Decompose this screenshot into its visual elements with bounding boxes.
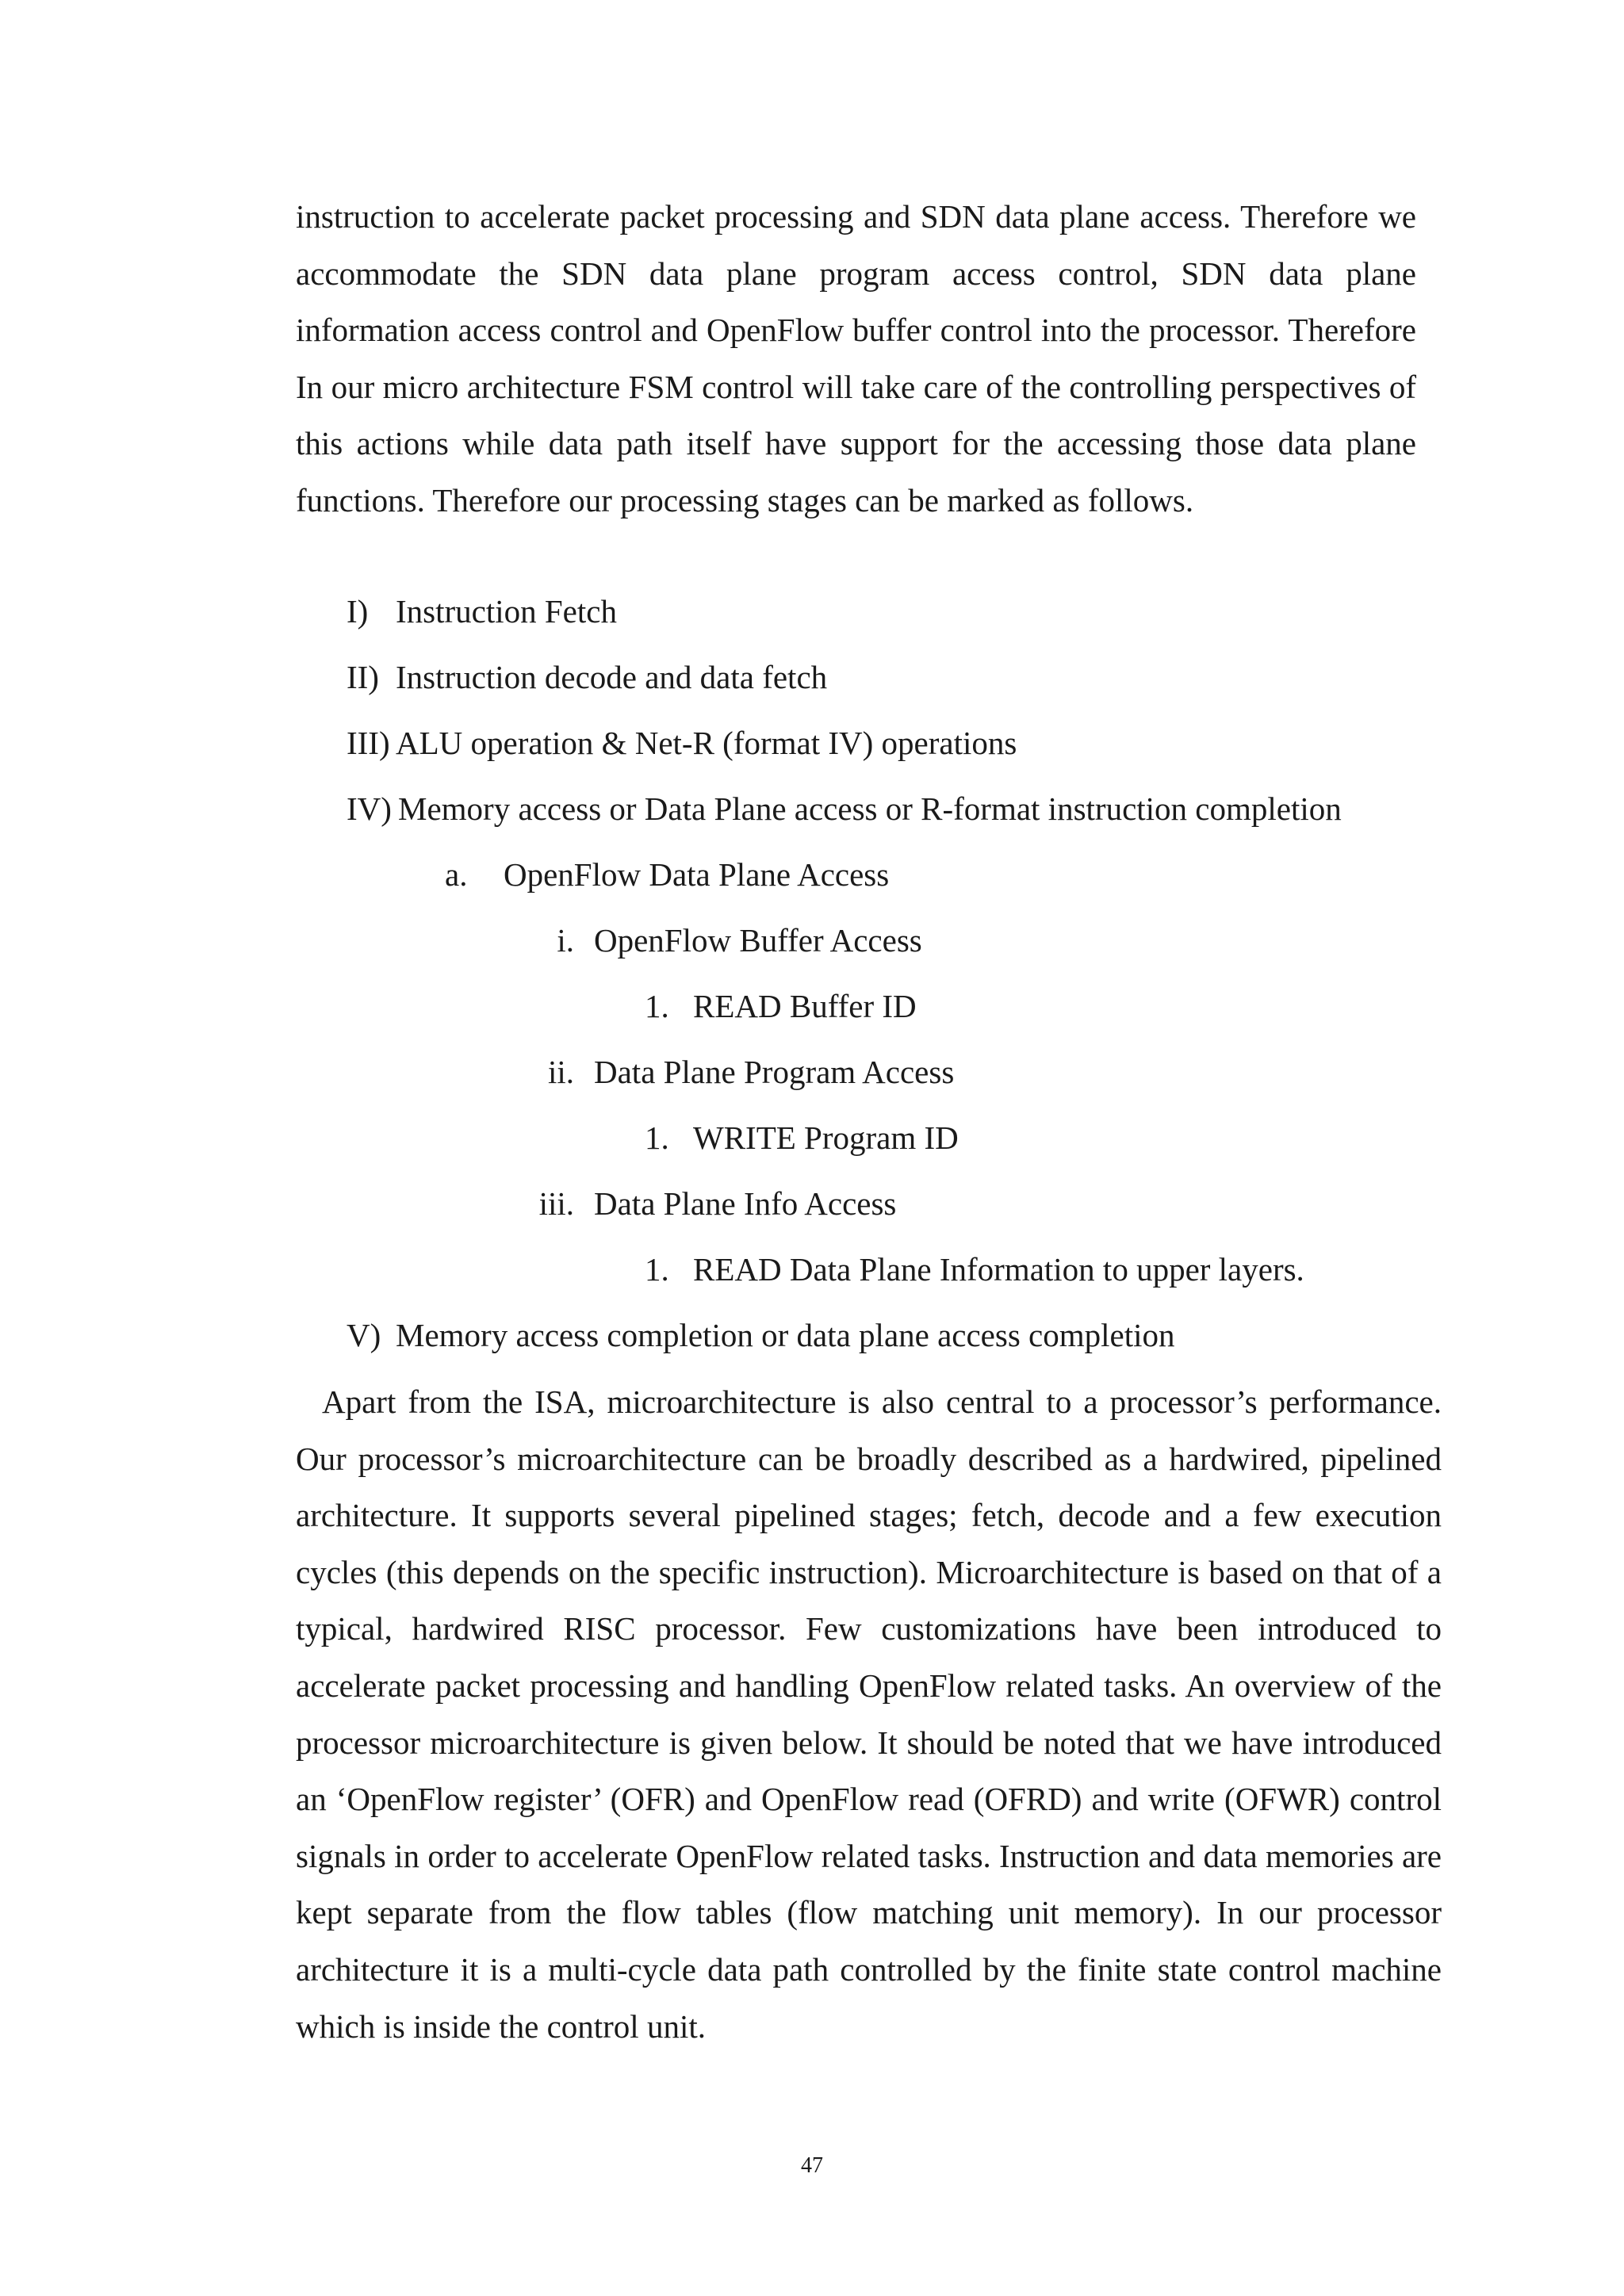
intro-paragraph: instruction to accelerate packet processing and SDN data plane access. Therefore we accommodate the SDN data plane program access control, SDN data plane information access control and OpenFlow buffer control into the processor. Therefore In our micro architecture FSM control will take care of the controlling perspectives of this actions while data path itself have support for the accessing those data plane functions. Therefore our processing stages can be marked as follows. xyxy=(296,198,1416,519)
list-marker: a. xyxy=(445,856,468,893)
list-item-text: READ Data Plane Information to upper layers. xyxy=(693,1251,1304,1288)
list-marker: 1. xyxy=(645,1119,669,1156)
list-marker: i. xyxy=(557,922,574,959)
list-marker: III) xyxy=(347,725,390,761)
list-item-text: OpenFlow Data Plane Access xyxy=(504,856,890,893)
list-marker: ii. xyxy=(547,1054,574,1090)
list-marker: II) xyxy=(347,659,379,695)
list-marker: IV) xyxy=(347,790,392,827)
list-item-text: Memory access or Data Plane access or R-format instruction completion xyxy=(398,790,1342,827)
list-item-text: Data Plane Info Access xyxy=(594,1185,897,1222)
list-marker: 1. xyxy=(645,1251,669,1288)
list-item-text: WRITE Program ID xyxy=(693,1119,959,1156)
list-item-text: OpenFlow Buffer Access xyxy=(594,922,922,959)
list-item-text: Instruction Fetch xyxy=(396,593,617,629)
list-marker: V) xyxy=(347,1317,381,1353)
list-marker: I) xyxy=(347,593,369,629)
page-number: 47 xyxy=(801,2153,823,2178)
list-item-text: READ Buffer ID xyxy=(693,988,917,1024)
list-marker: iii. xyxy=(538,1185,574,1222)
list-item-text: Instruction decode and data fetch xyxy=(396,659,828,695)
list-item-text: Memory access completion or data plane access completion xyxy=(396,1317,1175,1353)
list-item-text: ALU operation & Net-R (format IV) operations xyxy=(396,725,1017,761)
microarchitecture-paragraph: Apart from the ISA, microarchitecture is also central to a processor’s performance. Our processor’s microarchitecture can be broadly described as a hardwired, pipelined architecture. It supports several pipelined stages; fetch, decode and a few execution cycles (this depends on the specific instruction). Microarchitecture is based on that of a typical, hardwired RISC processor. Few customizations have been introduced to accelerate packet processing and handling OpenFlow related tasks. An overview of the processor microarchitecture is given below. It should be noted that we have introduced an ‘OpenFlow register’ (OFR) and OpenFlow read (OFRD) and write (OFWR) control signals in order to accelerate OpenFlow related tasks. Instruction and data memories are kept separate from the flow tables (flow matching unit memory). In our processor architecture it is a multi-cycle data path controlled by the finite state control machine which is inside the control unit. xyxy=(296,1383,1442,2045)
list-marker: 1. xyxy=(645,988,669,1024)
list-item-text: Data Plane Program Access xyxy=(594,1054,955,1090)
